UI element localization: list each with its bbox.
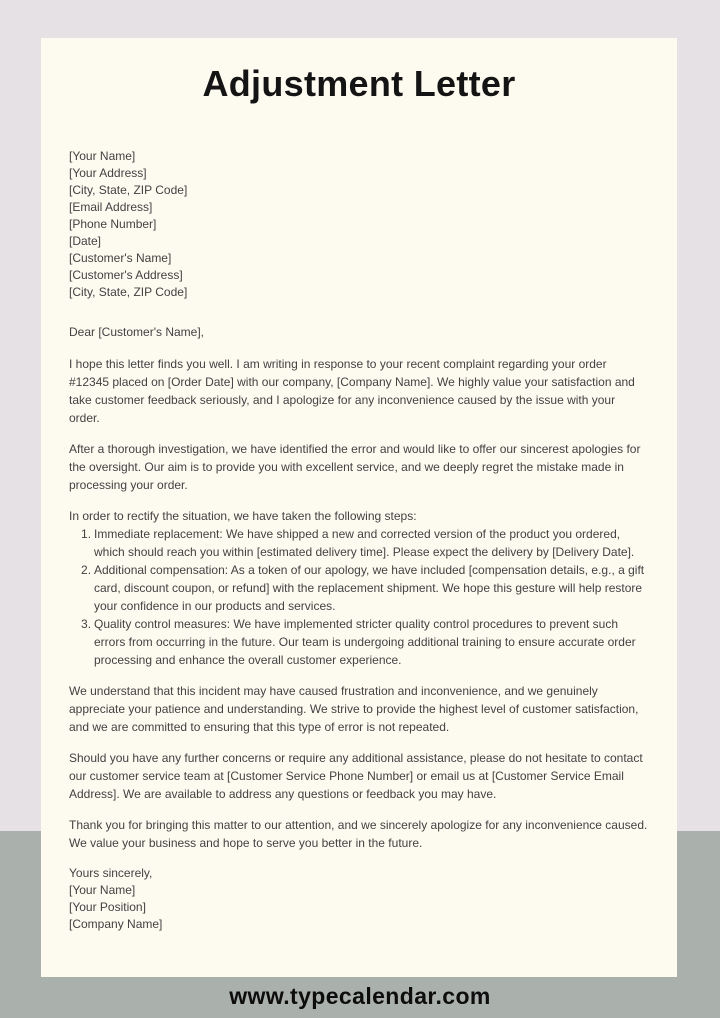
paragraph-contact: Should you have any further concerns or require any additional assistance, please do not hesitate to contact our customer service team at [Customer Service Phone Number] or email us at [Customer Service Email Address]. We are available to address any questions or feedback you may have. xyxy=(69,751,643,801)
paragraph-understanding: We understand that this incident may have caused frustration and inconvenience, and we genuinely appreciate your patience and understanding. We strive to provide the highest level of customer satisfaction, and we are committed to ensuring that this type of error is not repeated. xyxy=(69,684,639,734)
letterhead-line-date: [Date] xyxy=(69,234,102,248)
step-item-additional-compensation: Additional compensation: As a token of our apology, we have included [compensation details, e.g., a gift card, discount coupon, or refund] with the replacement shipment. We hope this gesture will help restore your confidence in our products and services. xyxy=(94,563,645,613)
signature-line-company: [Company Name] xyxy=(69,917,163,931)
letterhead-line-email: [Email Address] xyxy=(69,200,153,214)
letterhead-line-city-state-zip: [City, State, ZIP Code] xyxy=(69,183,188,197)
steps-list xyxy=(69,525,649,669)
page-title: Adjustment Letter xyxy=(202,63,516,104)
paragraph-investigation: After a thorough investigation, we have identified the error and would like to offer our sincerest apologies for the oversight. Our aim is to provide you with excellent service, and we deeply regret the mistake made in processing your order. xyxy=(69,442,641,492)
paragraph-steps-intro: In order to rectify the situation, we have taken the following steps: xyxy=(69,509,417,523)
signature-line-name: [Your Name] xyxy=(69,883,136,897)
valediction: Yours sincerely, xyxy=(69,866,153,880)
closing-block xyxy=(69,865,649,933)
letterhead-line-customer-name: [Customer's Name] xyxy=(69,251,172,265)
signature-line-position: [Your Position] xyxy=(69,900,146,914)
letterhead-line-customer-address: [Customer's Address] xyxy=(69,268,183,282)
letterhead-line-your-name: [Your Name] xyxy=(69,149,136,163)
footer-url: www.typecalendar.com xyxy=(229,983,491,1009)
letterhead-line-your-address: [Your Address] xyxy=(69,166,147,180)
step-item-quality-control: Quality control measures: We have implemented stricter quality control procedures to prevent such errors from occurring in the future. Our team is undergoing additional training to ensure accurate order processing and enhance the overall customer experience. xyxy=(94,617,636,667)
paragraph-thanks: Thank you for bringing this matter to our attention, and we sincerely apologize for any inconvenience caused. We value your business and hope to serve you better in the future. xyxy=(69,818,648,850)
paragraph-intro: I hope this letter finds you well. I am writing in response to your recent complaint regarding your order #12345 placed on [Order Date] with our company, [Company Name]. We highly value your satisfaction and take customer feedback seriously, and I apologize for any inconvenience caused by the issue with your order. xyxy=(69,357,635,425)
step-item-immediate-replacement: Immediate replacement: We have shipped a new and corrected version of the product you ordered, which should reach you within [estimated delivery time]. Please expect the delivery by [Delivery Date]. xyxy=(94,527,635,559)
letterhead-block xyxy=(69,148,649,301)
letterhead-line-customer-city-state-zip: [City, State, ZIP Code] xyxy=(69,285,188,299)
letterhead-line-phone: [Phone Number] xyxy=(69,217,157,231)
letter-paper xyxy=(41,38,677,977)
salutation: Dear [Customer's Name], xyxy=(69,325,204,339)
